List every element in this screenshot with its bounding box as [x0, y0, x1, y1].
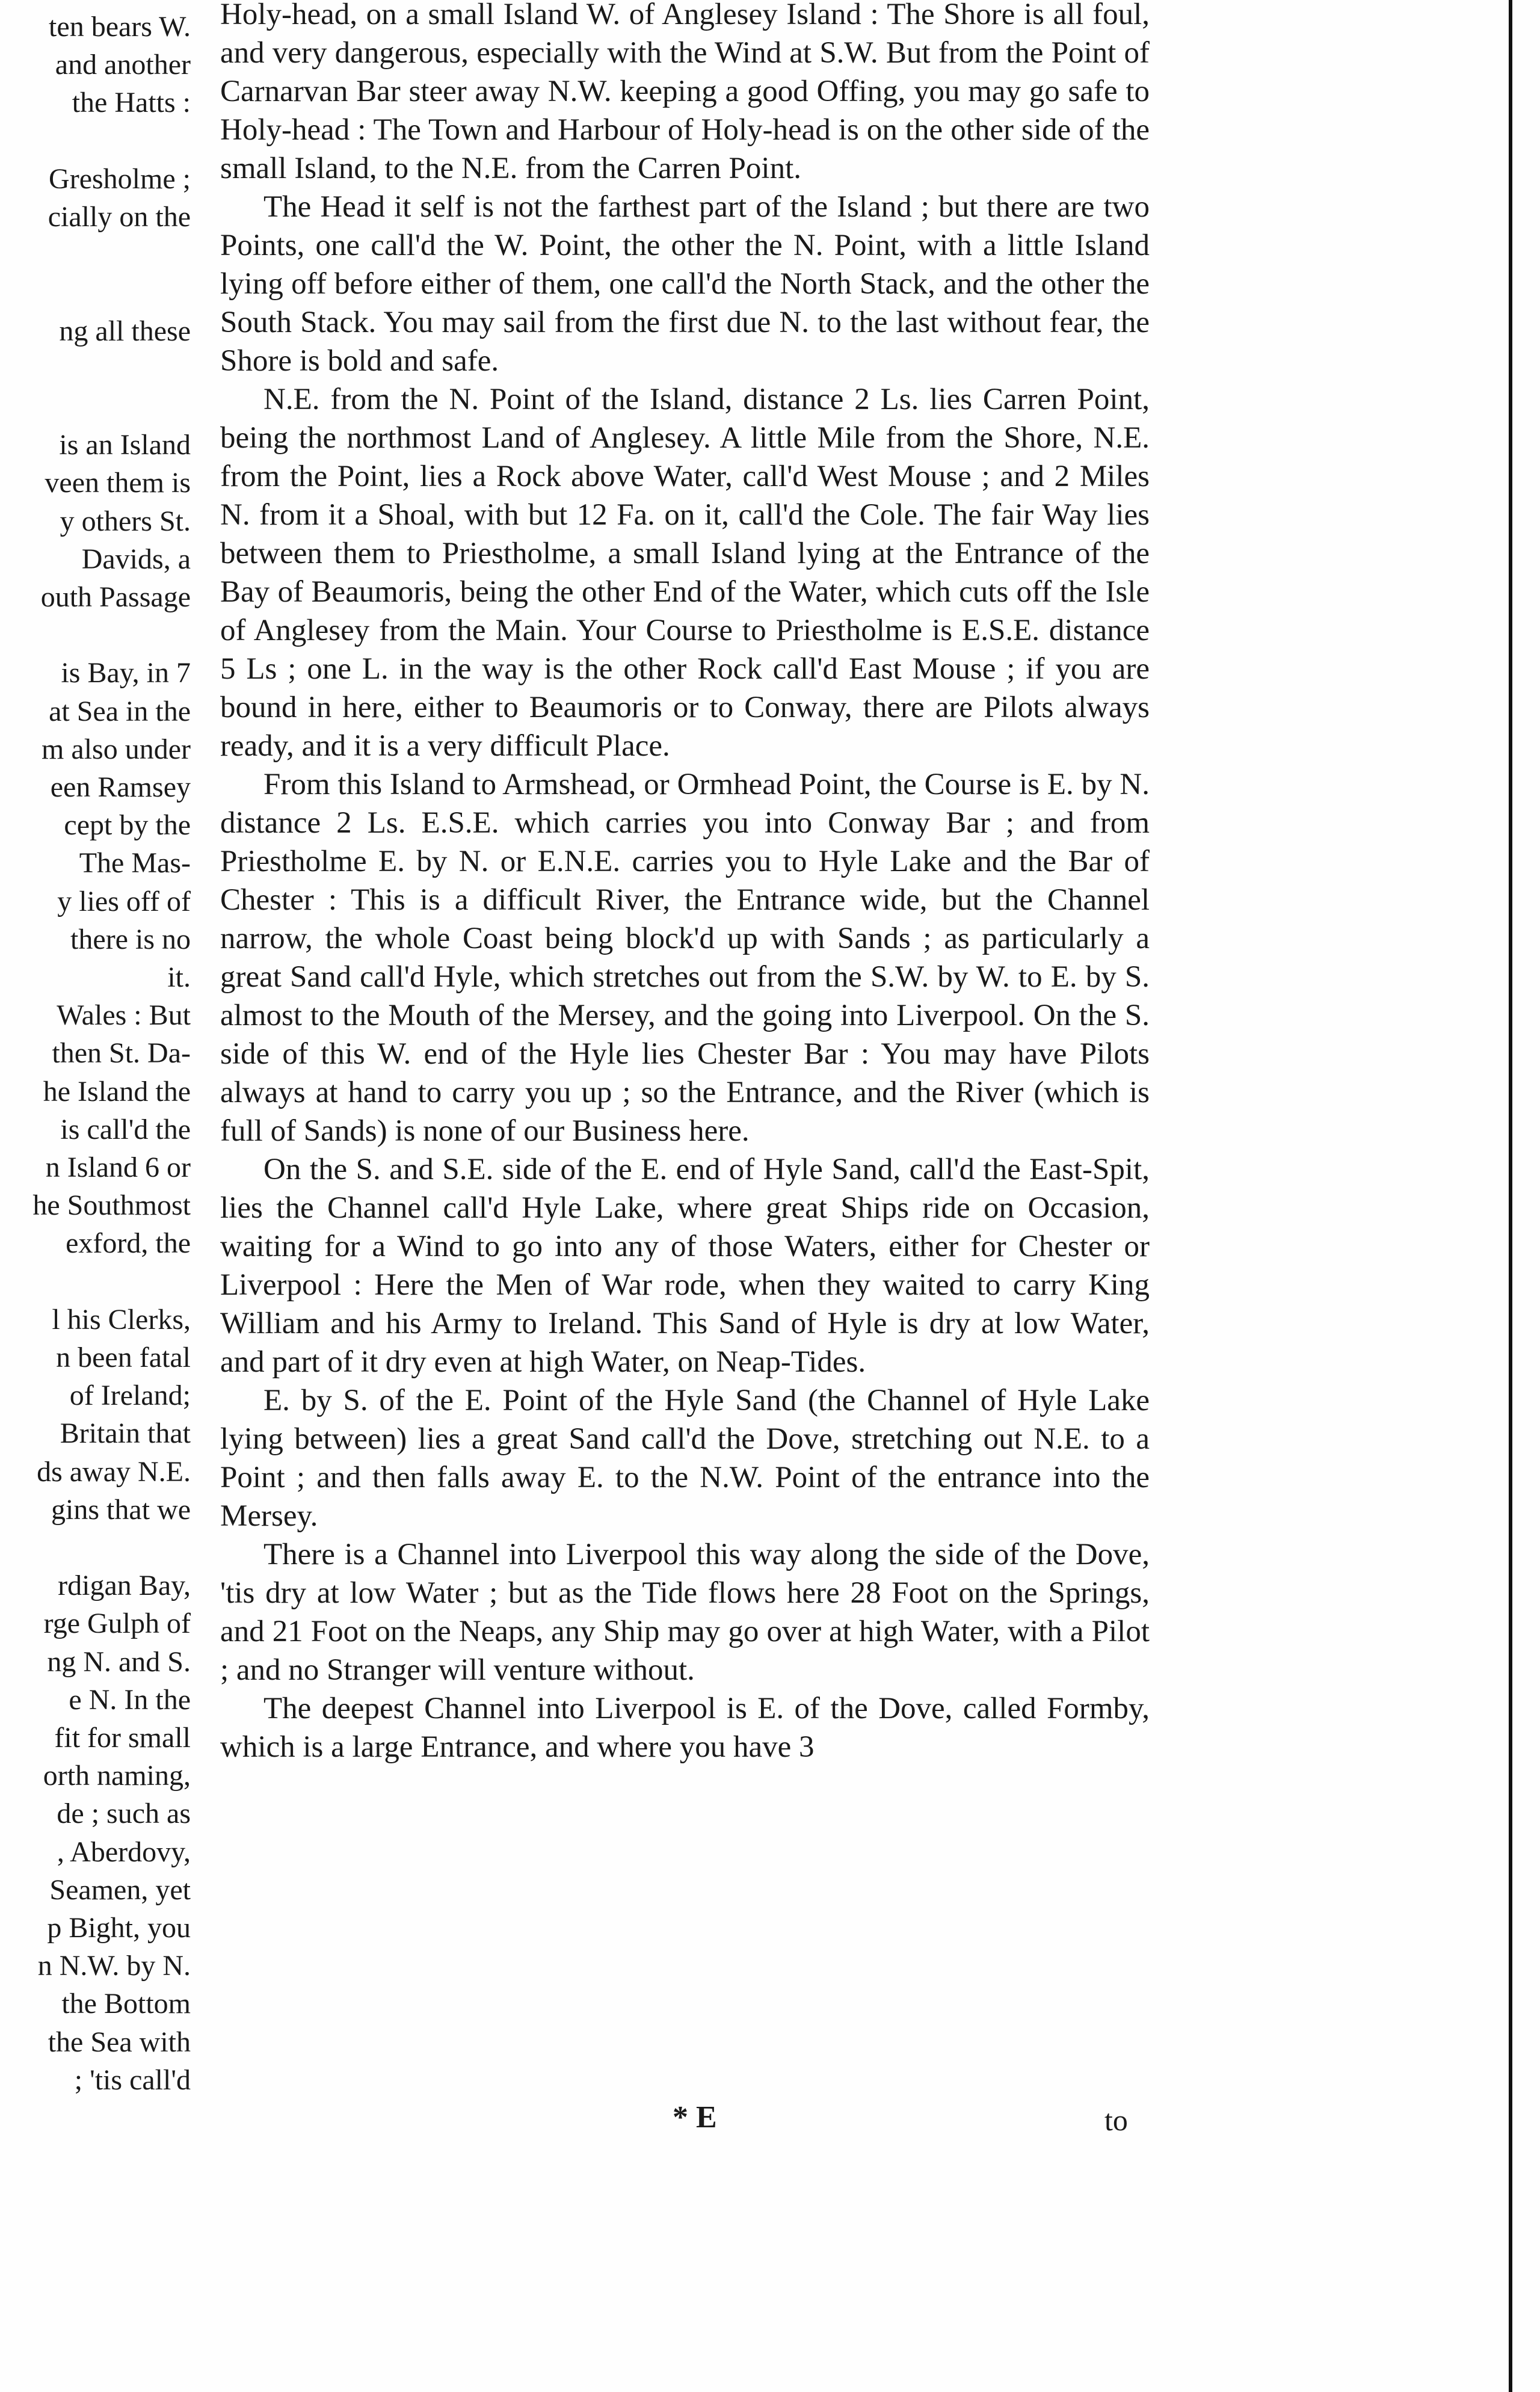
- fragment-line: y lies off of: [57, 885, 191, 917]
- fragment-line: is call'd the: [60, 1113, 191, 1145]
- fragment-line: Seamen, yet: [49, 1873, 191, 1906]
- fragment-line: of Ireland;: [69, 1379, 191, 1412]
- fragment-line: ten bears W.: [49, 11, 191, 43]
- fragment-line: the Bottom: [61, 1988, 191, 2020]
- paragraph: From this Island to Armshead, or Ormhead Point, the Course is E. by N. distance 2 Ls. E.S.E. which carries you into Conway Bar ; and from Priestholme E. by N. or E.N.E. carries you to Hyle Lake and the Bar of Chester : This is a difficult River, the Entrance wide, but the Channel narrow, the whole Coast being block'd up with Sands ; as particularly a great Sand call'd Hyle, which stretches out from the S.W. by W. to E. by S. almost to the Mouth of the Mersey, and the going into Liverpool. On the S. side of this W. end of the Hyle lies Chester Bar : You may have Pilots always at hand to carry you up ; so the Entrance, and the River (which is full of Sands) is none of our Business here.: [220, 768, 1150, 1148]
- paragraph: On the S. and S.E. side of the E. end of Hyle Sand, call'd the East-Spit, lies the Channel call'd Hyle Lake, where great Ships ride on Occasion, waiting for a Wind to go into any of those Waters, either for Chester or Liverpool : Here the Men of War rode, when they waited to carry King William and his Army to Ireland. This Sand of Hyle is dry at low Water, and part of it dry even at high Water, on Neap-Tides.: [220, 1153, 1150, 1379]
- paragraph: E. by S. of the E. Point of the Hyle Sand (the Channel of Hyle Lake lying between) lies a great Sand call'd the Dove, stretching out N.E. to a Point ; and then falls away E. to the N.W. Point of the entrance into the Mersey.: [220, 1384, 1150, 1533]
- fragment-line: l his Clerks,: [52, 1303, 191, 1336]
- fragment-line: , Aberdovy,: [57, 1836, 191, 1868]
- fragment-line: there is no: [70, 923, 191, 955]
- fragment-line: gins that we: [51, 1493, 191, 1526]
- fragment-line: outh Passage: [40, 581, 191, 613]
- paragraph: The deepest Channel into Liverpool is E. of the Dove, called Formby, which is a large Entrance, and where you have 3: [220, 1692, 1150, 1764]
- fragment-line: m also under: [42, 733, 191, 765]
- paragraph: Holy-head, on a small Island W. of Anglesey Island : The Shore is all foul, and very dangerous, especially with the Wind at S.W. But from the Point of Carnarvan Bar steer away N.W. keeping a good Offing, you may go safe to Holy-head : The Town and Harbour of Holy-head is on the other side of the small Island, to the N.E. from the Carren Point.: [220, 0, 1150, 185]
- fragment-line: he Southmost: [32, 1189, 191, 1222]
- fragment-line: ; 'tis call'd: [74, 2064, 191, 2096]
- fragment-line: it.: [167, 961, 191, 993]
- fragment-line: n been fatal: [56, 1342, 191, 1373]
- fragment-line: the Sea with: [48, 2026, 191, 2058]
- fragment-line: een Ramsey: [50, 771, 191, 803]
- fragment-line: at Sea in the: [49, 695, 191, 727]
- fragment-line: Gresholme ;: [49, 162, 191, 195]
- catchword: to: [1104, 2103, 1128, 2137]
- adjacent-page-fragment: [0, 0, 196, 2142]
- fragment-line: ng N. and S.: [47, 1645, 191, 1678]
- fragment-line: rdigan Bay,: [58, 1570, 191, 1602]
- fragment-line: ng all these: [59, 315, 191, 347]
- paragraph: The Head it self is not the farthest part of the Island ; but there are two Points, one call'd the W. Point, the other the N. Point, with a little Island lying off before either of them, one call'd the North Stack, and the other the South Stack. You may sail from the first due N. to the last without fear, the Shore is bold and safe.: [220, 190, 1150, 378]
- fragment-line: cially on the: [48, 201, 191, 233]
- paragraph: N.E. from the N. Point of the Island, distance 2 Ls. lies Carren Point, being the northmost Land of Anglesey. A little Mile from the Shore, N.E. from the Point, lies a Rock above Water, call'd West Mouse ; and 2 Miles N. from it a Shoal, with but 12 Fa. on it, call'd the Cole. The fair Way lies between them to Priestholme, a small Island lying at the Entrance of the Bay of Beaumoris, being the other End of the Water, which cuts off the Isle of Anglesey from the Main. Your Course to Priestholme is E.S.E. distance 5 Ls ; one L. in the way is the other Rock call'd East Mouse ; if you are bound in here, either to Beaumoris or to Conway, there are Pilots always ready, and it is a very difficult Place.: [220, 383, 1150, 763]
- fragment-line: Britain that: [60, 1417, 191, 1450]
- fragment-line: he Island the: [43, 1075, 191, 1108]
- main-text-column: [220, 0, 1150, 1766]
- fragment-line: n N.W. by N.: [37, 1950, 191, 1982]
- fragment-line: fit for small: [54, 1722, 191, 1754]
- page-edge: [1509, 0, 1512, 2392]
- signature-mark: * E: [673, 2100, 717, 2135]
- fragment-line: and another: [55, 49, 191, 81]
- fragment-line: y others St.: [60, 505, 191, 537]
- fragment-line: then St. Da-: [52, 1037, 191, 1070]
- fragment-line: Davids, a: [81, 543, 191, 575]
- fragment-line: p Bight, you: [47, 1912, 191, 1944]
- fragment-line: veen them is: [45, 467, 191, 499]
- fragment-line: is an Island: [59, 429, 191, 461]
- fragment-line: cept by the: [64, 809, 191, 842]
- fragment-line: e N. In the: [69, 1683, 191, 1716]
- fragment-line: exford, the: [66, 1227, 191, 1260]
- fragment-line: orth naming,: [43, 1760, 191, 1792]
- fragment-line: de ; such as: [57, 1798, 191, 1830]
- fragment-line: rge Gulph of: [43, 1608, 191, 1640]
- fragment-line: the Hatts :: [72, 87, 191, 119]
- fragment-line: Wales : But: [57, 999, 191, 1032]
- fragment-line: is Bay, in 7: [61, 657, 191, 689]
- paragraph: There is a Channel into Liverpool this way along the side of the Dove, 'tis dry at low Water ; but as the Tide flows here 28 Foot on the Springs, and 21 Foot on the Neaps, any Ship may go over at high Water, with a Pilot ; and no Stranger will venture without.: [220, 1538, 1150, 1687]
- fragment-line: The Mas-: [79, 847, 191, 880]
- fragment-line: ds away N.E.: [37, 1455, 191, 1488]
- fragment-line: n Island 6 or: [45, 1151, 191, 1183]
